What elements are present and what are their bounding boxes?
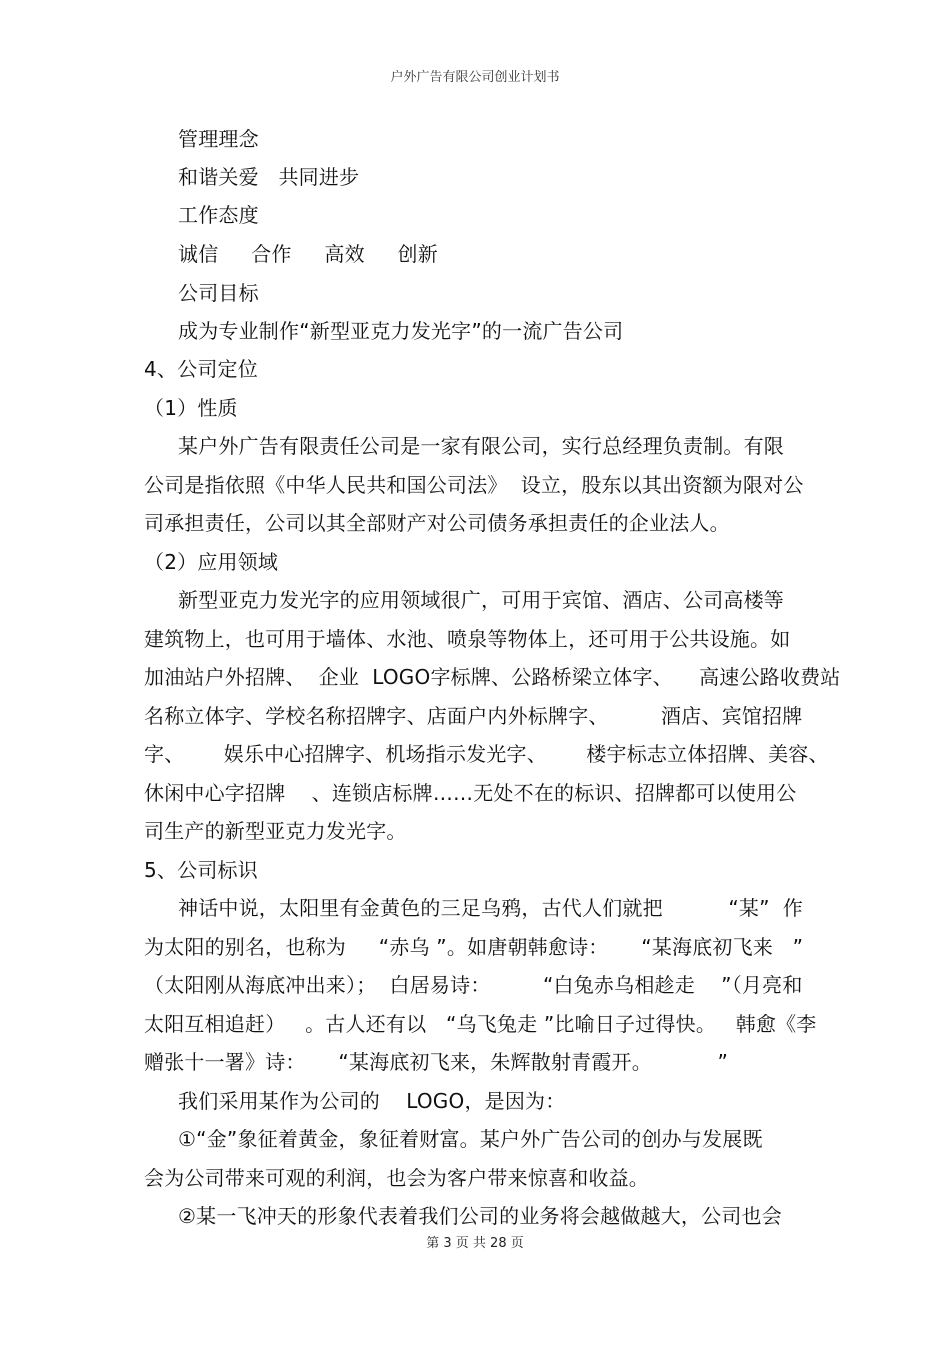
text-line: 加油站户外招牌、 企业 LOGO字标牌、公路桥梁立体字、 高速公路收费站 [144, 665, 841, 689]
text-line: 建筑物上，也可用于墙体、水池、喷泉等物体上，还可用于公共设施。如 [144, 627, 791, 651]
text-line: 诚信 合作 高效 创新 [178, 242, 438, 266]
text-line: 公司是指依照《中华人民共和国公司法》 设立，股东以其出资额为限对公 [144, 473, 804, 497]
subsection-heading: （2）应用领域 [144, 550, 279, 574]
section-heading: 4、公司定位 [144, 357, 258, 381]
page-header: 户外广告有限公司创业计划书 [390, 70, 560, 85]
subsection-heading: （1）性质 [144, 396, 238, 420]
text-line: 我们采用某作为公司的 LOGO，是因为： [178, 1089, 566, 1113]
text-line: 太阳互相追赶） 。古人还有以 “乌飞兔走 ”比喻日子过得快。 韩愈《李 [144, 1012, 817, 1036]
text-line: 字、 娱乐中心招牌字、机场指示发光字、 楼宇标志立体招牌、美容、 [144, 742, 829, 766]
text-line: ①“金”象征着黄金，象征着财富。某户外广告公司的创办与发展既 [178, 1127, 763, 1151]
text-line: 神话中说，太阳里有金黄色的三足乌鸦，古代人们就把 “某” 作 [178, 896, 804, 920]
text-line: 休闲中心字招牌 、连锁店标牌……无处不在的标识、招牌都可以使用公 [144, 781, 797, 805]
text-line: 会为公司带来可观的利润，也会为客户带来惊喜和收益。 [144, 1166, 649, 1190]
text-line: 为太阳的别名，也称为 “赤乌 ”。如唐朝韩愈诗： “某海底初飞来 ” [144, 935, 804, 959]
text-line: 工作态度 [178, 203, 259, 227]
text-line: 成为专业制作“新型亚克力发光字”的一流广告公司 [178, 319, 624, 343]
text-line: 新型亚克力发光字的应用领域很广，可用于宾馆、酒店、公司高楼等 [178, 588, 784, 612]
text-line: 赠张十一署》诗： “某海底初飞来，朱辉散射青霞开。 ” [144, 1050, 729, 1074]
text-line: ②某一飞冲天的形象代表着我们公司的业务将会越做越大，公司也会 [178, 1204, 782, 1228]
text-line: 名称立体字、学校名称招牌字、店面户内外标牌字、 酒店、宾馆招牌 [144, 704, 803, 728]
text-line: （太阳刚从海底冲出来）； 白居易诗： “白兔赤乌相趁走 ”（月亮和 [144, 973, 803, 997]
text-line: 某户外广告有限责任公司是一家有限公司，实行总经理负责制。有限 [178, 434, 784, 458]
section-heading: 5、公司标识 [144, 858, 258, 882]
text-line: 公司目标 [178, 281, 259, 305]
page-number: 第 3 页 共 28 页 [426, 1236, 524, 1251]
text-line: 司生产的新型亚克力发光字。 [144, 819, 407, 843]
text-line: 司承担责任，公司以其全部财产对公司债务承担责任的企业法人。 [144, 511, 730, 535]
text-line: 和谐关爱 共同进步 [178, 165, 360, 189]
text-line: 管理理念 [178, 127, 259, 151]
